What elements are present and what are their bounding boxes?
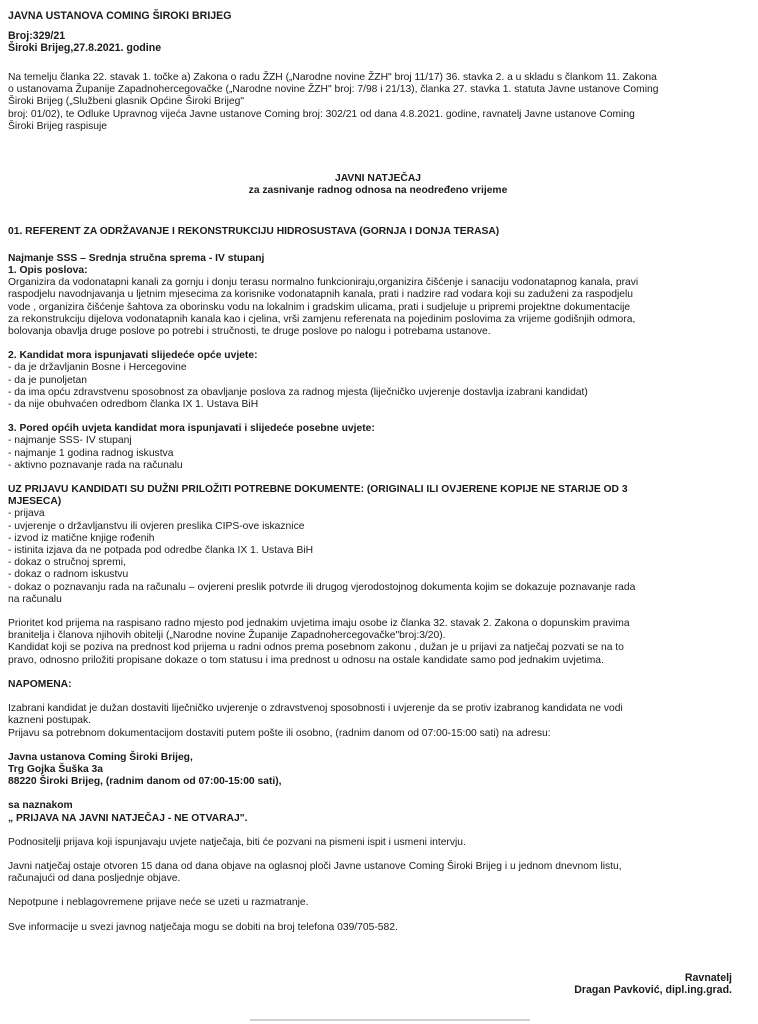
general-conditions-heading: 2. Kandidat mora ispunjavati slijedeće opće uvjete: <box>8 350 258 362</box>
institution-name: JAVNA USTANOVA COMING ŠIROKI BRIJEG <box>8 10 232 22</box>
marking-text: „ PRIJAVA NA JAVNI NATJEČAJ - NE OTVARAJ". <box>8 812 248 824</box>
priority-paragraph <box>8 618 748 667</box>
closing-paragraph-3: Nepotpune i neblagovremene prijave neće se uzeti u razmatranje. <box>8 897 309 909</box>
list-item: - izvod iz matične knjige rođenih <box>8 532 155 544</box>
signature-role: Ravnatelj <box>684 972 732 984</box>
title-line: JAVNI NATJEČAJ <box>334 173 421 184</box>
priority-line: Kandidat koji se poziva na prednost kod prijema u radni odnos prema posebnom zakonu , dužan je u prijavi za natječaj pozvati se na to <box>8 642 624 654</box>
list-item: - da je punoljetan <box>8 374 88 386</box>
general-conditions-list <box>8 362 748 411</box>
address-line: Trg Gojka Šuška 3a <box>8 763 104 775</box>
intro-line: Na temelju članka 22. stavak 1. točke a) Zakona o radu ŽZH („Narodne novine ŽZH" broj 11/17) 36. stavka 2. a u skladu s člankom 11. Zakona <box>8 72 657 83</box>
list-item: - da nije obuhvaćen odredbom članka IX 1. Ustava BiH <box>8 399 259 411</box>
documents-list <box>8 508 748 606</box>
priority-line: branitelja i članova njihovih obitelji („Narodne novine Županije Zapadnohercegovačke"broj:3/20). <box>8 630 446 642</box>
closing-paragraph-1: Podnositelji prijava koji ispunjavaju uvjete natječaja, biti će pozvani na pismeni ispit i usmeni intervju. <box>8 836 466 848</box>
closing-paragraph-2 <box>8 861 748 885</box>
list-item: - najmanje SSS- IV stupanj <box>8 435 132 447</box>
documents-heading-line: MJESECA) <box>8 496 62 508</box>
list-item: - aktivno poznavanje rada na računalu <box>8 459 183 471</box>
subtitle-line: za zasnivanje radnog odnosa na neodređeno vrijeme <box>248 185 508 197</box>
list-item: - najmanje 1 godina radnog iskustva <box>8 447 174 459</box>
intro-line: broj: 01/02), te Odluke Upravnog vijeća Javne ustanove Coming broj: 302/21 od dana 4.8.2021. godine, ravnatelj Javne ustanove Coming <box>8 108 635 120</box>
list-item: - prijava <box>8 508 45 520</box>
closing-line: Javni natječaj ostaje otvoren 15 dana od dana objave na oglasnoj ploči Javne ustanove Coming Široki Brijeg i u jednom dnevnom listu, <box>8 860 622 872</box>
signature-name: Dragan Pavković, dipl.ing.grad. <box>574 984 732 997</box>
list-item: - istinita izjava da ne potpada pod odredbe članka IX 1. Ustava BiH <box>8 545 314 557</box>
competition-title <box>8 173 748 197</box>
list-item: - dokaz o radnom iskustvu <box>8 569 129 581</box>
education-level: Najmanje SSS – Srednja stručna sprema - IV stupanj <box>8 253 265 264</box>
priority-line: Prioritet kod prijema na raspisano radno mjesto pod jednakim uvjetima imaju osobe iz članka 32. stavak 2. Zakona o dopunskim pravima <box>8 618 630 630</box>
list-item: - dokaz o poznavanju rada na računalu – ovjereni preslik potvrde ili drugog vjerodostojnog dokumenta kojim se dokazuje poznavanje rada <box>8 581 636 593</box>
special-conditions-list <box>8 435 748 472</box>
document-header <box>8 30 748 54</box>
document-number: Broj:329/21 <box>8 30 66 42</box>
intro-line: Široki Brijeg („Službeni glasnik Općine Široki Brijeg" <box>8 96 244 108</box>
intro-line: o ustanovama Županije Zapadnohercegovačke („Narodne novine ŽZH" broj: 7/98 i 21/13), članka 27. stavka 1. statuta Javne ustanove Coming <box>8 84 659 96</box>
scan-edge-line <box>250 1019 530 1021</box>
note-line: kazneni postupak. <box>8 715 92 727</box>
duty-line: vode , organizira čišćenje šahtova za oborinsku vodu na lokalnim i gradskim ulicama, prati i sudjeluje u pripremi projektne dokumentacije <box>8 301 631 313</box>
list-item: - dokaz o stručnoj spremi, <box>8 557 126 569</box>
address-line: 88220 Široki Brijeg, (radnim danom od 07:00-15:00 sati), <box>8 776 282 788</box>
documents-heading <box>8 484 748 508</box>
signature-block <box>574 972 732 996</box>
marking-label: sa naznakom <box>8 800 73 812</box>
duty-line: raspodjelu navodnjavanja u ljetnim mjesecima za korisnike vodonatapnih kanala, prati i nadzire rad vodara koji su zaduženi za raspodjelu <box>8 289 634 301</box>
priority-line: pravo, odnosno priložiti propisane dokaze o tom statusu i ima prednost u odnosu na ostale kandidate samo pod jednakim uvjetima. <box>8 654 604 666</box>
intro-line: Široki Brijeg raspisuje <box>8 120 108 132</box>
main-content <box>8 265 748 934</box>
place-date: Široki Brijeg,27.8.2021. godine <box>8 42 162 55</box>
position-heading: 01. REFERENT ZA ODRŽAVANJE I REKONSTRUKCIJU HIDROSUSTAVA (GORNJA I DONJA TERASA) <box>8 226 500 237</box>
delivery-address <box>8 752 748 789</box>
closing-line: računajući od dana posljednje objave. <box>8 873 181 885</box>
duties-text <box>8 277 748 338</box>
intro-paragraph <box>8 72 746 133</box>
documents-heading-line: UZ PRIJAVU KANDIDATI SU DUŽNI PRILOŽITI POTREBNE DOKUMENTE: (ORIGINALI ILI OVJERENE KOPIJE NE STARIJE OD 3 <box>8 484 628 496</box>
note-paragraph <box>8 703 748 740</box>
list-item: - uvjerenje o državljanstvu ili ovjeren preslika CIPS-ove iskaznice <box>8 520 305 532</box>
special-conditions-heading: 3. Pored općih uvjeta kandidat mora ispunjavati i slijedeće posebne uvjete: <box>8 423 375 435</box>
envelope-marking <box>8 800 748 824</box>
list-item: na računalu <box>8 593 62 605</box>
closing-paragraph-4: Sve informacije u svezi javnog natječaja mogu se dobiti na broj telefona 039/705-582. <box>8 921 398 933</box>
note-line: Prijavu sa potrebnom dokumentacijom dostaviti putem pošte ili osobno, (radnim danom od 07:00-15:00 sati) na adresu: <box>8 727 551 739</box>
list-item: - da je državljanin Bosne i Hercegovine <box>8 362 187 374</box>
address-line: Javna ustanova Coming Široki Brijeg, <box>8 751 193 763</box>
duty-line: bolovanja obavlja druge poslove po potrebi i stručnosti, te druge poslove po nalogu i potrebama ustanove. <box>8 326 491 338</box>
duties-heading: 1. Opis poslova: <box>8 265 88 276</box>
note-heading: NAPOMENA: <box>8 678 72 690</box>
duty-line: za rekonstrukciju dijelova vodonatapnih kanala kao i cjelina, vrši zamjenu referenata na pojedinim poslovima za vrijeme godišnjih odmora, <box>8 313 636 325</box>
note-line: Izabrani kandidat je dužan dostaviti liječničko uvjerenje o zdravstvenoj sposobnosti i uvjerenje da se protiv izabranog kandidata ne vodi <box>8 703 623 715</box>
list-item: - da ima opću zdravstvenu sposobnost za obavljanje poslova za radnog mjesta (liječničko uvjerenje dostavlja izabrani kandidat) <box>8 386 588 398</box>
duty-line: Organizira da vodonatapni kanali za gornju i donju terasu normalno funkcioniraju,organizira čišćenje i sanaciju vodonatapnog kanala, pravi <box>8 277 639 289</box>
